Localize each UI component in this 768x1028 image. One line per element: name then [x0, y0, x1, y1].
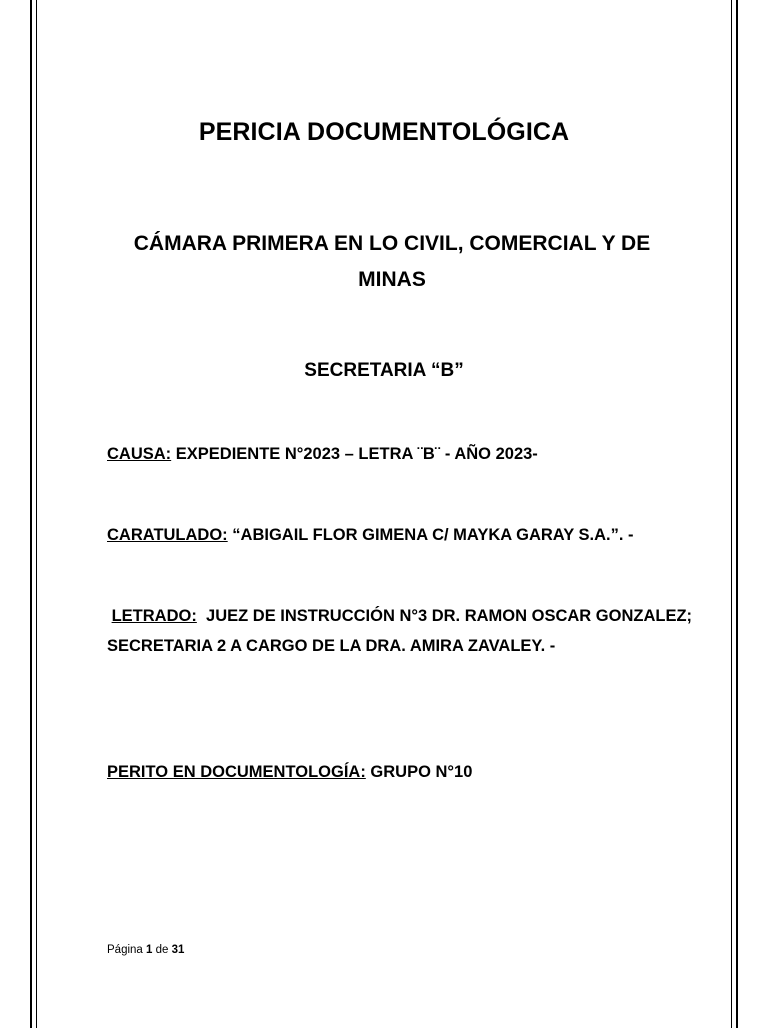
page-border-inner	[36, 0, 732, 1028]
document-title: PERICIA DOCUMENTOLÓGICA	[198, 118, 570, 146]
page-footer	[107, 944, 184, 956]
caratulado-value: “ABIGAIL FLOR GIMENA C/ MAYKA GARAY S.A.”. -	[227, 526, 634, 544]
footer-total-pages: 31	[171, 944, 185, 956]
court-name-line-2: MINAS	[358, 268, 426, 291]
perito-value: GRUPO N°10	[365, 763, 473, 781]
footer-current-page: 1	[146, 944, 153, 956]
caratulado-label: CARATULADO:	[107, 526, 228, 544]
footer-page-word: Página	[107, 944, 143, 956]
page-border-outer	[30, 0, 738, 1028]
court-name-line-1: CÁMARA PRIMERA EN LO CIVIL, COMERCIAL Y DE	[133, 232, 651, 255]
perito-field	[107, 757, 707, 787]
causa-field	[107, 439, 707, 469]
letrado-label: LETRADO:	[111, 607, 197, 625]
causa-label: CAUSA:	[107, 445, 172, 463]
caratulado-field	[107, 520, 707, 550]
letrado-field	[107, 601, 707, 661]
letrado-value-line-2: SECRETARIA 2 A CARGO DE LA DRA. AMIRA ZAVALEY. -	[107, 637, 556, 655]
secretary-heading: SECRETARIA “B”	[304, 360, 464, 381]
footer-of-word: de	[155, 944, 169, 956]
causa-value: EXPEDIENTE N°2023 – LETRA ¨B¨ - AÑO 2023-	[171, 445, 538, 463]
court-name	[120, 226, 664, 298]
perito-label: PERITO EN DOCUMENTOLOGÍA:	[107, 763, 366, 781]
letrado-value-line-1: JUEZ DE INSTRUCCIÓN N°3 DR. RAMON OSCAR GONZALEZ;	[196, 607, 693, 625]
